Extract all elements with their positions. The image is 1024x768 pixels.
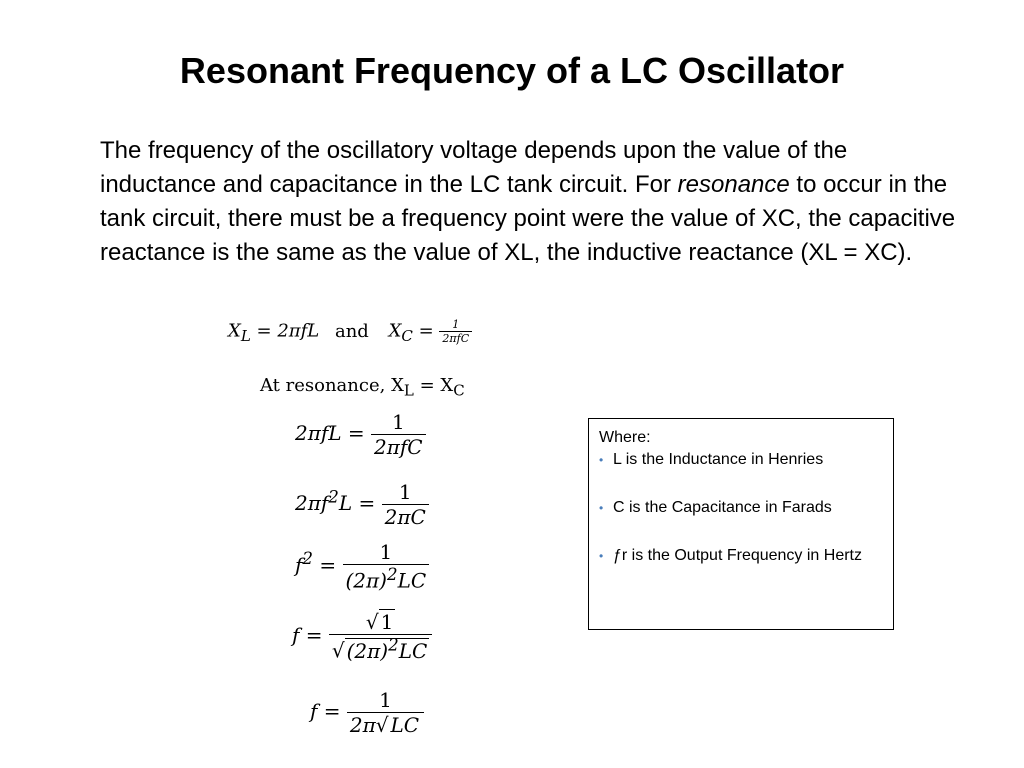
equation-step-3	[295, 540, 429, 593]
and-word: and	[334, 320, 369, 342]
at-resonance-label: At resonance,	[260, 375, 392, 396]
bullet-icon: •	[599, 549, 604, 563]
where-item-label: C is the Capacitance in Farads	[613, 499, 832, 516]
eq5-numerator	[329, 610, 432, 634]
eq3-numerator: 1	[398, 480, 412, 504]
eq5-den-exponent: 2	[388, 635, 399, 654]
xl-symbol: X	[228, 320, 241, 342]
where-item-inductance	[599, 449, 883, 471]
xc-fraction	[439, 318, 472, 345]
where-item-capacitance	[599, 497, 883, 519]
eq6-root-icon: √	[375, 713, 389, 737]
eq3-lhs-b: L =	[338, 491, 382, 515]
equation-step-4	[292, 610, 432, 663]
equation-step-2	[295, 480, 429, 529]
paragraph-emphasis: resonance	[677, 171, 790, 198]
eq6-numerator: 1	[379, 688, 392, 712]
eq6-den-b: LC	[390, 713, 420, 737]
bullet-icon: •	[599, 501, 604, 515]
eq4-den-exponent: 2	[386, 565, 398, 584]
eq5-denominator	[329, 634, 432, 663]
paragraph-text-2: to occur in the tank circuit, there must be a frequency point were the value of XC, the capacitive reactance is the same as the value of XL, the inductive reactance (XL = XC).	[100, 171, 956, 266]
xc-equals: =	[412, 320, 440, 342]
xc-denominator: 2πfC	[439, 331, 472, 345]
eq4-exponent: 2	[302, 549, 314, 569]
eq2-fraction	[371, 410, 426, 459]
resonance-condition	[260, 375, 465, 400]
where-box	[588, 418, 894, 630]
eq3-fraction	[382, 480, 429, 529]
eq2-denominator: 2πfC	[371, 434, 426, 459]
eq4-numerator: 1	[379, 540, 393, 564]
eq2-lhs: 2πfL =	[295, 421, 372, 445]
eq5-den-b: LC	[398, 638, 428, 663]
eq4-equals: =	[313, 552, 343, 577]
eq5-num-root-icon: √	[365, 610, 379, 634]
eq6-fraction	[347, 688, 424, 737]
eq5-den-radicand	[345, 635, 430, 663]
eq4-lhs-a: f	[295, 552, 303, 577]
condition-xc: = X	[413, 375, 454, 396]
eq6-den-a: 2π	[349, 713, 376, 737]
xl-formula: = 2πfL	[250, 320, 320, 342]
where-item-frequency	[599, 545, 883, 567]
eq6-lhs: f =	[310, 699, 347, 723]
condition-xc-sub: C	[453, 381, 465, 400]
bullet-icon: •	[599, 453, 604, 467]
xc-numerator: 1	[452, 318, 460, 331]
reactance-equations	[228, 318, 472, 345]
eq5-den-a: (2π)	[346, 638, 389, 663]
intro-paragraph	[100, 134, 960, 270]
eq5-num-value: 1	[380, 610, 394, 634]
equation-final	[310, 688, 424, 737]
condition-xl: X	[391, 375, 404, 396]
eq4-den-b: LC	[397, 568, 427, 593]
condition-xl-sub: L	[403, 381, 414, 400]
eq4-fraction	[343, 540, 430, 593]
where-heading: Where:	[599, 429, 651, 446]
eq6-denominator	[347, 712, 424, 737]
eq3-denominator: 2πC	[382, 504, 429, 529]
xc-subscript: C	[401, 327, 413, 346]
equation-step-1	[295, 410, 426, 459]
slide-title: Resonant Frequency of a LC Oscillator	[179, 50, 845, 91]
xl-subscript: L	[240, 327, 251, 346]
eq4-den-a: (2π)	[345, 568, 387, 593]
eq2-numerator: 1	[391, 410, 405, 434]
eq5-lhs: f =	[292, 622, 329, 647]
eq5-den-root-icon: √	[331, 638, 345, 663]
eq3-exponent: 2	[328, 487, 339, 507]
paragraph-text-1: The frequency of the oscillatory voltage depends upon the value of the inductance and capacitance in the LC tank circuit. For	[100, 137, 848, 198]
where-item-label: L is the Inductance in Henries	[613, 451, 824, 468]
eq3-lhs-a: 2πf	[295, 491, 329, 515]
eq5-fraction	[329, 610, 432, 663]
where-item-label: ƒr is the Output Frequency in Hertz	[613, 547, 862, 564]
xc-symbol: X	[388, 320, 402, 342]
eq4-denominator	[343, 564, 430, 593]
